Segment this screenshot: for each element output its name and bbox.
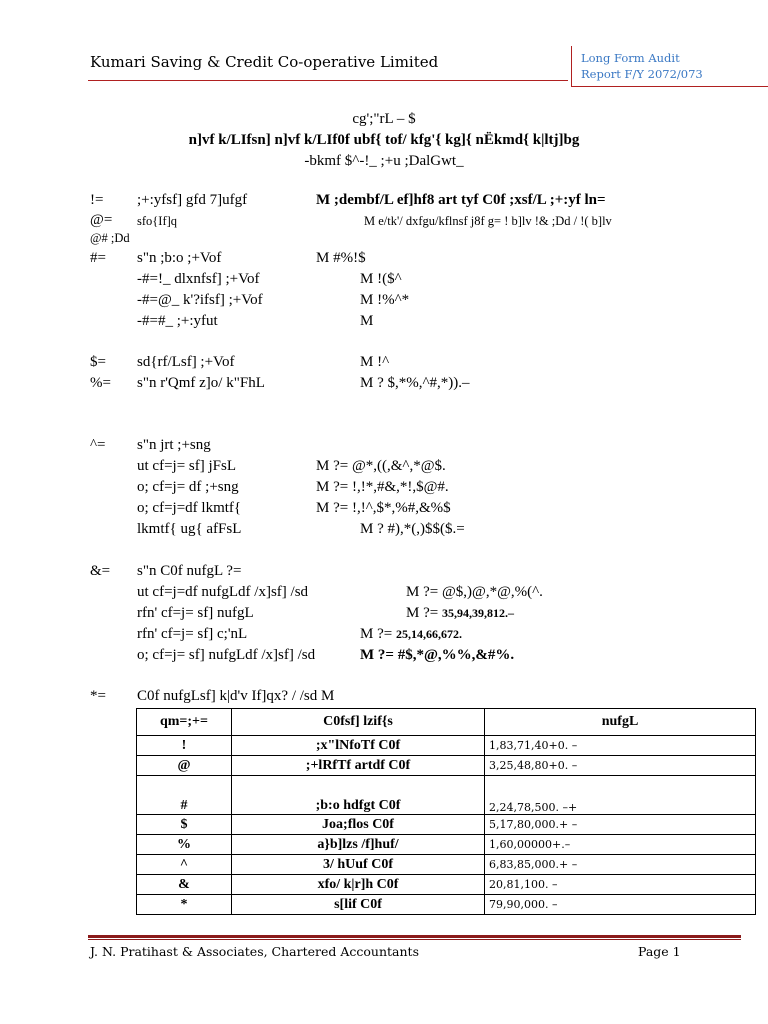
- item-label: s"n ;b:o ;+Vof: [137, 250, 222, 266]
- item-number: @=: [90, 212, 113, 228]
- table-cell-serial: ^: [137, 855, 232, 875]
- table-cell-amount: 20,81,100. –: [485, 875, 756, 895]
- column-header: qm=;+=: [137, 709, 232, 736]
- item-value: M ;dembf/L ef]hf8 art tyf C0f ;xsf/L ;+:yf ln=: [316, 192, 606, 208]
- item-label: s"n r'Qmf z]o/ k"FhL: [137, 375, 265, 391]
- table-cell-serial: $: [137, 815, 232, 835]
- item-number: &=: [90, 563, 111, 579]
- item-label: ;+:yfsf] gfd 7]ufgf: [137, 192, 248, 208]
- column-header: nufgL: [485, 709, 756, 736]
- sub-item-label: rfn' cf=j= sf] c;'nL: [137, 626, 248, 642]
- value-amount: 35,94,39,812.–: [441, 606, 514, 620]
- page-number: Page 1: [638, 944, 681, 959]
- sub-item-value: [360, 626, 462, 643]
- sub-item-label: o; cf=j=df lkmtf{: [137, 500, 242, 516]
- report-label-box: [571, 46, 768, 87]
- table-cell-amount: 2,24,78,500. –+: [485, 776, 756, 815]
- table-cell-title: ;x"lNfoTf C0f: [232, 736, 485, 756]
- item-label: s"n jrt ;+sng: [137, 437, 211, 453]
- organization-name: Kumari Saving & Credit Co-operative Limited: [90, 53, 439, 71]
- footer-divider-thin: [88, 939, 741, 940]
- table-cell-serial: *: [137, 895, 232, 915]
- sub-item-value: M ?= @*,((,&^,*@$.: [316, 458, 446, 474]
- item-value-continued: @# ;Dd: [90, 231, 130, 245]
- document-title: n]vf k/LIfsn] n]vf k/LIf0f ubf{ tof/ kfg'{ kg]{ nËkmd{ k|ltj]bg: [188, 132, 580, 148]
- sub-item-label: -#=!_ dlxnfsf] ;+Vof: [137, 271, 260, 287]
- item-number: $=: [90, 354, 106, 370]
- sub-item-value: M ? #),*(,)$$($.=: [360, 521, 465, 537]
- item-label: s"n C0f nufgL ?=: [137, 563, 242, 579]
- loan-sector-table: [136, 708, 756, 915]
- item-number: !=: [90, 192, 104, 208]
- table-cell-title: a}b]lzs /f]huf/: [232, 835, 485, 855]
- table-cell-title: 3/ hUuf C0f: [232, 855, 485, 875]
- sub-item-label: ut cf=j=df nufgLdf /x]sf] /sd: [137, 584, 309, 600]
- item-number: %=: [90, 375, 111, 391]
- sub-item-label: -#=#_ ;+:yfut: [137, 313, 218, 329]
- sub-item-label: o; cf=j= sf] nufgLdf /x]sf] /sd: [137, 647, 316, 663]
- table-row: [137, 776, 756, 815]
- table-row: [137, 815, 756, 835]
- value-prefix: M ?=: [360, 626, 396, 642]
- sub-item-label: rfn' cf=j= sf] nufgL: [137, 605, 254, 621]
- item-label: sd{rf/Lsf] ;+Vof: [137, 354, 235, 370]
- sub-item-value: M ?= @$,)@,*@,%(^.: [406, 584, 543, 600]
- table-cell-amount: 79,90,000. –: [485, 895, 756, 915]
- sub-item-label: -#=@_ k'?ifsf] ;+Vof: [137, 292, 263, 308]
- table-cell-amount: 1,60,00000+.–: [485, 835, 756, 855]
- sub-item-label: ut cf=j= sf] jFsL: [137, 458, 236, 474]
- item-value: M #%!$: [316, 250, 366, 266]
- sub-item-value: M ?= !,!*,#&,*!,$@#.: [316, 479, 449, 495]
- table-cell-serial: !: [137, 736, 232, 756]
- table-header-row: [137, 709, 756, 736]
- header-divider: [88, 80, 568, 81]
- table-row: [137, 855, 756, 875]
- item-label: C0f nufgLsf] k|d'v If]qx? / /sd M: [137, 688, 335, 704]
- table-row: [137, 895, 756, 915]
- item-value: M !^: [360, 354, 390, 370]
- table-cell-serial: #: [137, 776, 232, 815]
- table-cell-title: xfo/ k|r]h C0f: [232, 875, 485, 895]
- value-prefix: M ?=: [406, 605, 442, 621]
- sub-item-value: M !($^: [360, 271, 402, 287]
- table-cell-title: Joa;flos C0f: [232, 815, 485, 835]
- table-row: [137, 756, 756, 776]
- sub-item-value: M ?= !,!^,$*,%#,&%$: [316, 500, 451, 516]
- item-number: *=: [90, 688, 106, 704]
- sub-item-value: M: [360, 313, 374, 329]
- item-number: ^=: [90, 437, 106, 453]
- table-cell-serial: %: [137, 835, 232, 855]
- table-cell-amount: 3,25,48,80+0. –: [485, 756, 756, 776]
- sub-item-value: M ?= #$,*@,%%,&#%.: [360, 647, 515, 663]
- sub-item-label: lkmtf{ ug{ afFsL: [137, 521, 242, 537]
- table-cell-title: ;b:o hdfgt C0f: [232, 776, 485, 815]
- table-cell-amount: 6,83,85,000.+ –: [485, 855, 756, 875]
- item-label: sfo{If]q: [137, 214, 178, 228]
- table-cell-title: ;+lRfTf artdf C0f: [232, 756, 485, 776]
- table-row: [137, 835, 756, 855]
- column-header: C0fsf] lzif{s: [232, 709, 485, 736]
- item-value: M e/tk'/ dxfgu/kflnsf j8f g= ! b]lv !& ;Dd / !( b]lv: [364, 214, 612, 228]
- item-value: M ? $,*%,^#,*)).–: [360, 375, 470, 391]
- sub-item-value: [406, 605, 514, 622]
- document-subtitle: -bkmf $^-!_ ;+u ;DalGwt_: [304, 153, 464, 169]
- report-title-line2: Report F/Y 2072/073: [581, 67, 703, 81]
- sub-item-label: o; cf=j= df ;+sng: [137, 479, 239, 495]
- report-title-line1: Long Form Audit: [581, 51, 680, 65]
- table-cell-amount: 5,17,80,000.+ –: [485, 815, 756, 835]
- table-cell-serial: &: [137, 875, 232, 895]
- table-cell-title: s[lif C0f: [232, 895, 485, 915]
- table-cell-amount: 1,83,71,40+0. –: [485, 736, 756, 756]
- footer-firm-name: J. N. Pratihast & Associates, Chartered Accountants: [90, 944, 419, 959]
- sub-item-value: M !%^*: [360, 292, 410, 308]
- footer-divider: [88, 935, 741, 938]
- section-number: cg';"rL – $: [352, 111, 416, 127]
- table-row: [137, 875, 756, 895]
- item-number: #=: [90, 250, 106, 266]
- value-amount: 25,14,66,672.: [395, 627, 462, 641]
- table-row: [137, 736, 756, 756]
- table-cell-serial: @: [137, 756, 232, 776]
